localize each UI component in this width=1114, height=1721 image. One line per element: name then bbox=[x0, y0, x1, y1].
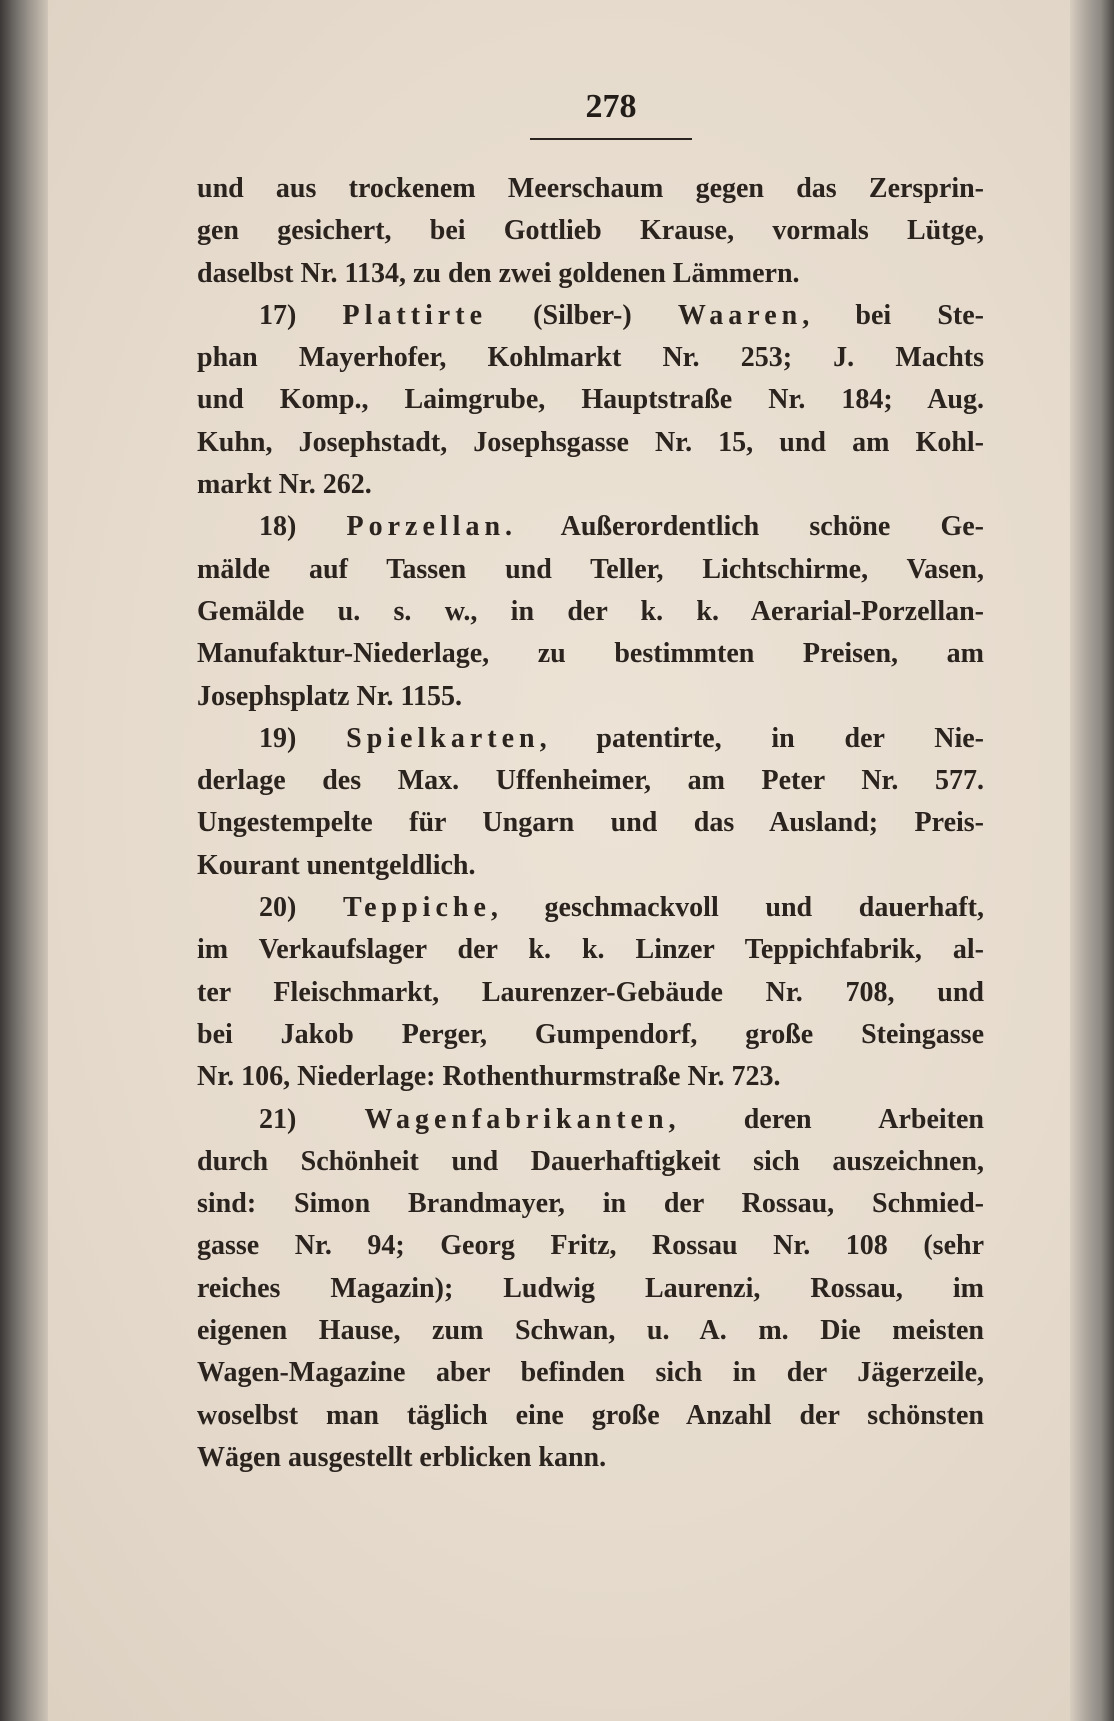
body-text bbox=[197, 168, 984, 1479]
text-line bbox=[197, 1014, 984, 1056]
text-line bbox=[197, 1099, 984, 1141]
text-line bbox=[197, 760, 984, 802]
text-segment: woselbst man täglich eine große Anzahl der schönsten bbox=[197, 1399, 984, 1431]
text-line bbox=[197, 1395, 984, 1437]
text-line bbox=[197, 549, 984, 591]
text-segment: , geschmackvoll und dauerhaft, bbox=[490, 892, 984, 924]
text-line bbox=[197, 887, 984, 929]
header-rule bbox=[530, 138, 692, 140]
text-line bbox=[197, 1141, 984, 1183]
text-segment: 18) bbox=[259, 511, 347, 543]
text-segment: Josephsplatz Nr. 1155. bbox=[197, 680, 463, 712]
text-segment: reiches Magazin); Ludwig Laurenzi, Rossau, im bbox=[197, 1272, 984, 1304]
text-line bbox=[197, 464, 984, 506]
text-segment: 20) bbox=[259, 892, 343, 924]
text-segment: , bei Ste- bbox=[802, 299, 984, 331]
emphasized-term: Wagenfabrikanten bbox=[364, 1103, 669, 1135]
text-line bbox=[197, 802, 984, 844]
emphasized-term: Waaren bbox=[677, 299, 803, 331]
text-segment: Wagen-Magazine aber befinden sich in der Jägerzeile, bbox=[197, 1357, 984, 1389]
text-line bbox=[197, 253, 984, 295]
text-segment: 19) bbox=[259, 722, 347, 754]
text-line bbox=[197, 972, 984, 1014]
text-segment: 17) bbox=[259, 299, 343, 331]
text-segment: , deren Arbeiten bbox=[668, 1103, 984, 1135]
text-segment: Manufaktur-Niederlage, zu bestimmten Preisen, am bbox=[197, 638, 984, 670]
text-line bbox=[197, 1183, 984, 1225]
text-line bbox=[197, 591, 984, 633]
text-line bbox=[197, 295, 984, 337]
text-segment: im Verkaufslager der k. k. Linzer Teppichfabrik, al- bbox=[197, 934, 984, 966]
page-edges bbox=[1070, 0, 1114, 1721]
text-segment: mälde auf Tassen und Teller, Lichtschirme, Vasen, bbox=[197, 553, 984, 585]
text-segment: sind: Simon Brandmayer, in der Rossau, Schmied- bbox=[197, 1188, 984, 1220]
text-line bbox=[197, 1352, 984, 1394]
text-line bbox=[197, 633, 984, 675]
text-line bbox=[197, 676, 984, 718]
text-line bbox=[197, 1310, 984, 1352]
text-line bbox=[197, 168, 984, 210]
text-line bbox=[197, 1437, 984, 1479]
text-segment: gen gesichert, bei Gottlieb Krause, vormals Lütge, bbox=[197, 215, 984, 247]
text-segment: eigenen Hause, zum Schwan, u. A. m. Die meisten bbox=[197, 1315, 984, 1347]
text-segment: Kuhn, Josephstadt, Josephsgasse Nr. 15, und am Kohl- bbox=[197, 426, 984, 458]
text-segment: ter Fleischmarkt, Laurenzer-Gebäude Nr. 708, und bbox=[197, 976, 984, 1008]
text-segment: , patentirte, in der Nie- bbox=[539, 722, 984, 754]
emphasized-term: Spielkarten bbox=[346, 722, 540, 754]
text-segment: und aus trockenem Meerschaum gegen das Zersprin- bbox=[197, 173, 984, 204]
text-line bbox=[197, 1268, 984, 1310]
text-segment: Gemälde u. s. w., in der k. k. Aerarial-Porzellan- bbox=[197, 595, 984, 627]
text-segment: und Komp., Laimgrube, Hauptstraße Nr. 184; Aug. bbox=[197, 384, 984, 416]
page-number: 278 bbox=[585, 88, 637, 125]
text-segment: Ungestempelte für Ungarn und das Ausland; Preis- bbox=[197, 807, 984, 839]
text-segment: Kourant unentgeldlich. bbox=[197, 849, 476, 881]
text-segment: gasse Nr. 94; Georg Fritz, Rossau Nr. 108 (sehr bbox=[197, 1230, 984, 1262]
text-line bbox=[197, 929, 984, 971]
text-line bbox=[197, 210, 984, 252]
text-segment: bei Jakob Perger, Gumpendorf, große Steingasse bbox=[197, 1018, 984, 1050]
text-line bbox=[197, 379, 984, 421]
text-line bbox=[197, 718, 984, 760]
text-segment: Wägen ausgestellt erblicken kann. bbox=[197, 1441, 607, 1473]
text-line bbox=[197, 1056, 984, 1098]
text-segment: (Silber-) bbox=[487, 299, 678, 331]
text-segment: markt Nr. 262. bbox=[197, 469, 372, 501]
text-segment: 21) bbox=[259, 1103, 365, 1135]
text-segment: derlage des Max. Uffenheimer, am Peter Nr. 577. bbox=[197, 765, 984, 797]
text-line bbox=[197, 506, 984, 548]
text-line bbox=[197, 1225, 984, 1267]
text-segment: phan Mayerhofer, Kohlmarkt Nr. 253; J. Machts bbox=[197, 342, 984, 374]
emphasized-term: Porzellan bbox=[346, 511, 506, 543]
text-segment: . Außerordentlich schöne Ge- bbox=[505, 511, 985, 543]
text-line bbox=[197, 337, 984, 379]
book-binding bbox=[0, 0, 48, 1721]
text-line bbox=[197, 845, 984, 887]
text-segment: Nr. 106, Niederlage: Rothenthurmstraße Nr. 723. bbox=[197, 1061, 781, 1093]
emphasized-term: Plattirte bbox=[342, 299, 487, 331]
emphasized-term: Teppiche bbox=[342, 892, 491, 924]
text-segment: daselbst Nr. 1134, zu den zwei goldenen Lämmern. bbox=[197, 257, 800, 289]
text-segment: durch Schönheit und Dauerhaftigkeit sich auszeichnen, bbox=[197, 1145, 984, 1177]
text-line bbox=[197, 422, 984, 464]
